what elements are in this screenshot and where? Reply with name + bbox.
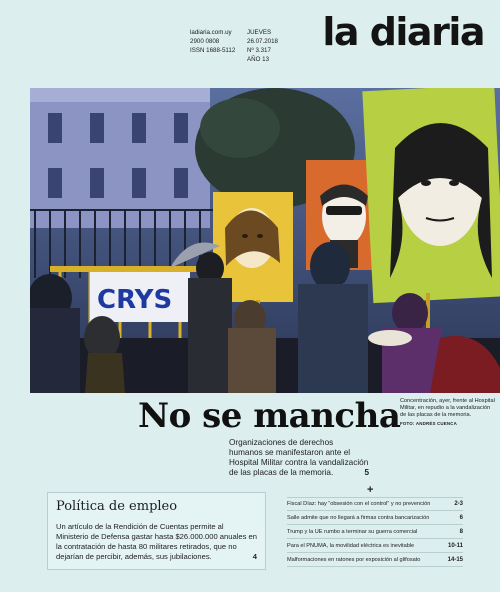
index-list <box>287 497 463 567</box>
index-item-text: Salle admite que no llegará a firmas contra bancarización <box>287 514 430 521</box>
index-item[interactable] <box>287 539 463 553</box>
feature-page-number: 4 <box>252 552 257 561</box>
index-item-pages: 8 <box>459 528 463 535</box>
front-page-photo[interactable] <box>30 88 500 393</box>
index-item-pages: 6 <box>459 514 463 521</box>
banner-text: CRYS <box>97 285 173 315</box>
hospital-building <box>30 88 210 228</box>
photo-caption <box>400 398 496 427</box>
caption-text: Concentración, ayer, frente al Hospital Militar, en repudio a la vandalización de las placas de la memoria. <box>400 398 495 418</box>
protest-photo-illustration <box>30 88 500 393</box>
summary-text: Organizaciones de derechos humanos se manifestaron ante el Hospital Militar contra la vandalización de las placas de la memoria. <box>229 438 369 477</box>
index-item-text: Para el PNUMA, la movilidad eléctrica es inevitable <box>287 542 415 549</box>
index-item-pages: 2-3 <box>454 501 463 507</box>
index-item-text: Malformaciones en ratones por exposición al glifosato <box>287 556 421 563</box>
date-text: 26.07.2018 <box>247 38 278 45</box>
index-item[interactable] <box>287 511 463 525</box>
index-item-text: Trump y la UE rumbo a terminar su guerra comercial <box>287 528 418 535</box>
index-item[interactable] <box>287 553 463 567</box>
index-item[interactable] <box>287 525 463 539</box>
website-text[interactable]: ladiaria.com.uy <box>190 29 232 36</box>
index-item-pages: 10-11 <box>447 542 463 549</box>
headline-summary[interactable] <box>229 438 369 478</box>
feature-text-block <box>56 522 257 562</box>
feature-title: Política de empleo <box>56 499 178 514</box>
index-item[interactable] <box>287 497 463 511</box>
issue-info <box>247 28 278 64</box>
contact-info <box>190 28 235 55</box>
index-item-pages: 14-15 <box>447 556 463 563</box>
issn-text: ISSN 1688-5112 <box>190 47 236 54</box>
newspaper-logo[interactable]: la diaria <box>322 10 484 54</box>
photo-credit: FOTO: ANDRÉS CUENCA <box>400 421 457 426</box>
phone-text: 2900 0808 <box>190 38 220 45</box>
headline[interactable]: No se mancha <box>138 396 401 436</box>
feature-box[interactable] <box>47 492 266 570</box>
index-item-text: Fiscal Díaz: hay “obsesión con el control” y no prevención <box>287 501 431 507</box>
weekday-text: JUEVES <box>247 29 272 36</box>
issue-number-text: Nº 3.317 <box>247 47 271 54</box>
masthead <box>0 0 500 86</box>
plus-icon: + <box>367 484 374 496</box>
feature-text: Un artículo de la Rendición de Cuentas permite al Ministerio de Defensa gastar hasta $26.000.000 anuales en la contratación de hasta 80 militares retirados, que no dejarían de percibir, además, sus jubilaciones. <box>56 522 257 561</box>
summary-page-number: 5 <box>364 468 369 477</box>
year-text: AÑO 13 <box>247 56 270 63</box>
